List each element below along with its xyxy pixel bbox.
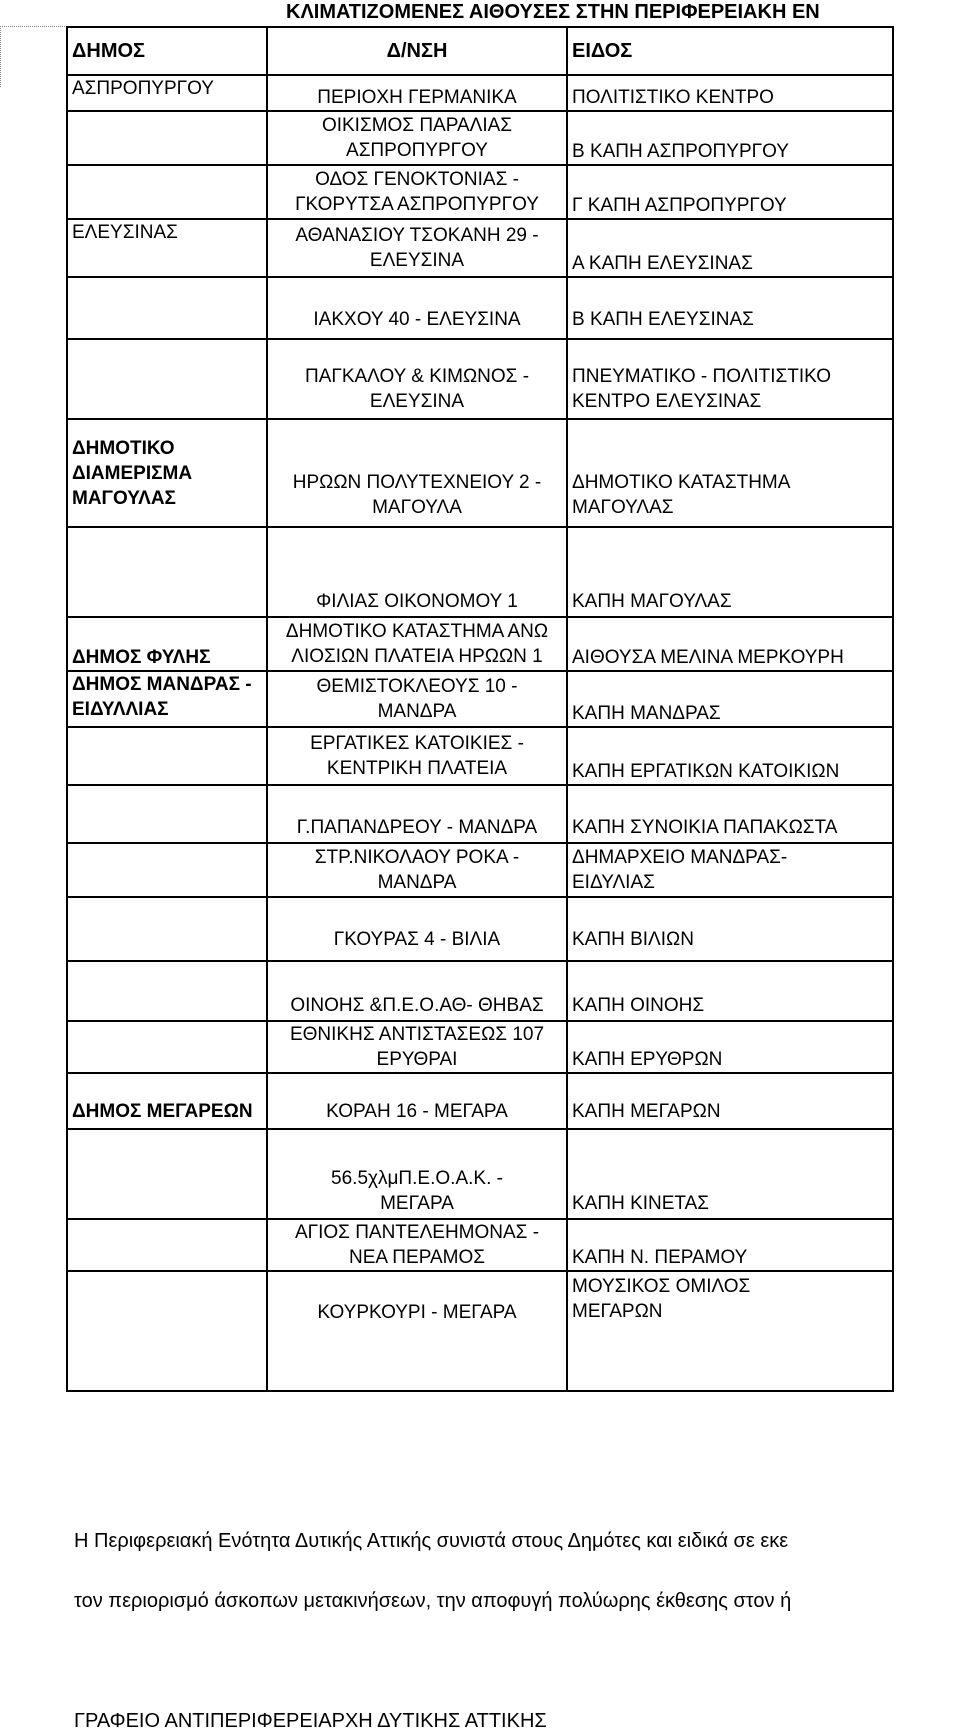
table-row [67,1219,893,1271]
type-line: ΠΝΕΥΜΑΤΙΚΟ - ΠΟΛΙΤΙΣΤΙΚΟ [572,366,832,387]
table-row [67,1129,893,1219]
address-line: ΑΘΑΝΑΣΙΟΥ ΤΣΟΚΑΝΗ 29 - [295,225,539,246]
table-row [67,785,893,843]
type-line: ΔΗΜΟΤΙΚΟ ΚΑΤΑΣΤΗΜΑ [572,472,791,493]
dimos-name-line: ΜΑΓΟΥΛΑΣ [72,487,176,509]
table-row [67,277,893,339]
type-line: ΑΙΘΟΥΣΑ ΜΕΛΙΝΑ ΜΕΡΚΟΥΡΗ [572,647,844,668]
table-row [67,961,893,1021]
address-cell [267,111,567,165]
address-cell [267,527,567,617]
table-row [67,165,893,219]
address-line: ΚΕΝΤΡΙΚΗ ΠΛΑΤΕΙΑ [326,758,508,779]
type-line: ΚΑΠΗ ΚΙΝΕΤΑΣ [572,1193,710,1214]
type-cell [567,277,893,339]
dimos-name-line: ΔΗΜΟΣ ΜΑΝΔΡΑΣ - [72,674,252,695]
address-cell [267,1219,567,1271]
type-line: ΚΑΠΗ Ν. ΠΕΡΑΜΟΥ [572,1247,748,1268]
address-line: ΜΕΓΑΡΑ [380,1193,454,1214]
dimos-cell [67,527,267,617]
type-cell [567,419,893,527]
address-line: ΓΚΟΡΥΤΣΑ ΑΣΠΡΟΠΥΡΓΟΥ [295,194,539,215]
type-cell [567,1129,893,1219]
address-line: 56.5χλμΠ.Ε.Ο.Α.Κ. - [331,1168,503,1189]
dimos-cell [67,75,267,111]
type-cell [567,671,893,727]
type-line: ΜΕΓΑΡΩΝ [572,1301,663,1322]
type-line: Γ ΚΑΠΗ ΑΣΠΡΟΠΥΡΓΟΥ [572,195,787,216]
dimos-name-line: ΕΙΔΥΛΛΙΑΣ [72,699,169,720]
table-row [67,727,893,785]
dimos-cell [67,1271,267,1391]
cell-selection-outline [0,26,67,87]
type-line: ΚΑΠΗ ΜΑΓΟΥΛΑΣ [572,591,732,612]
type-line: ΜΟΥΣΙΚΟΣ ΟΜΙΛΟΣ [572,1276,751,1297]
type-line: ΠΟΛΙΤΙΣΤΙΚΟ ΚΕΝΤΡΟ [572,87,774,108]
dimos-cell [67,843,267,897]
address-line: ΟΙΝΟΗΣ &Π.Ε.Ο.ΑΘ- ΘΗΒΑΣ [290,995,544,1016]
dimos-cell [67,727,267,785]
address-cell [267,277,567,339]
type-cell [567,75,893,111]
type-cell [567,165,893,219]
type-cell [567,1021,893,1073]
advisory-text-line-1: Η Περιφερειακή Ενότητα Δυτικής Αττικής συνιστά στους Δημότες και ειδικά σε εκε [74,1530,789,1552]
address-cell [267,75,567,111]
table-row [67,1073,893,1129]
address-line: ΙΑΚΧΟΥ 40 - ΕΛΕΥΣΙΝΑ [313,309,521,330]
type-line: ΚΑΠΗ ΜΑΝΔΡΑΣ [572,703,721,724]
address-cell [267,961,567,1021]
address-line: ΓΚΟΥΡΑΣ 4 - ΒΙΛΙΑ [333,929,501,950]
dimos-cell [67,277,267,339]
address-line: ΚΟΡΑΗ 16 - ΜΕΓΑΡΑ [326,1101,508,1122]
dimos-name: ΔΗΜΟΣ ΦΥΛΗΣ [72,647,211,668]
dimos-name: ΕΛΕΥΣΙΝΑΣ [72,222,178,243]
table-row [67,1271,893,1391]
table-row [67,75,893,111]
dimos-cell [67,1129,267,1219]
address-cell [267,671,567,727]
table-row [67,339,893,419]
address-line: ΕΘΝΙΚΗΣ ΑΝΤΙΣΤΑΣΕΩΣ 107 [289,1024,545,1045]
type-cell [567,527,893,617]
type-line: Α ΚΑΠΗ ΕΛΕΥΣΙΝΑΣ [572,253,753,274]
address-line: ΑΣΠΡΟΠΥΡΓΟΥ [346,140,488,161]
address-cell [267,785,567,843]
address-line: ΜΑΝΔΡΑ [377,701,457,722]
type-line: ΜΑΓΟΥΛΑΣ [572,497,674,518]
dimos-cell [67,785,267,843]
table-row [67,897,893,961]
header-dnsi: Δ/ΝΣΗ [267,27,567,75]
address-line: Γ.ΠΑΠΑΝΔΡΕΟΥ - ΜΑΝΔΡΑ [296,817,538,838]
dimos-name-line: ΔΙΑΜΕΡΙΣΜΑ [72,462,193,484]
dimos-cell [67,1073,267,1129]
dimos-cell [67,1021,267,1073]
address-cell [267,1129,567,1219]
dimos-cell [67,339,267,419]
address-line: ΠΑΓΚΑΛΟΥ & ΚΙΜΩΝΟΣ - [304,366,530,387]
type-line: ΚΑΠΗ ΟΙΝΟΗΣ [572,995,705,1016]
dimos-cell [67,961,267,1021]
table-row [67,219,893,277]
address-cell [267,897,567,961]
type-cell [567,843,893,897]
dimos-cell [67,419,267,527]
air-conditioned-halls-table [66,26,894,1392]
dimos-cell [67,617,267,671]
address-line: ΦΙΛΙΑΣ ΟΙΚΟΝΟΜΟΥ 1 [316,591,518,612]
address-line: ΕΛΕΥΣΙΝΑ [369,250,465,271]
address-cell [267,219,567,277]
address-cell [267,843,567,897]
type-line: ΚΑΠΗ ΜΕΓΑΡΩΝ [572,1101,721,1122]
type-cell [567,1219,893,1271]
address-cell [267,617,567,671]
type-cell [567,339,893,419]
table-row [67,419,893,527]
type-line: ΔΗΜΑΡΧΕΙΟ ΜΑΝΔΡΑΣ- [572,847,788,868]
address-line: ΕΛΕΥΣΙΝΑ [369,391,465,412]
dimos-cell [67,671,267,727]
type-cell [567,897,893,961]
type-cell [567,785,893,843]
type-cell [567,111,893,165]
dimos-cell [67,165,267,219]
type-cell [567,617,893,671]
dimos-cell [67,1219,267,1271]
address-line: ΛΙΟΣΙΩΝ ΠΛΑΤΕΙΑ ΗΡΩΩΝ 1 [291,646,543,667]
type-line: ΚΑΠΗ ΕΡΓΑΤΙΚΩΝ ΚΑΤΟΙΚΙΩΝ [572,761,840,782]
type-line: ΚΑΠΗ ΕΡΥΘΡΩΝ [572,1049,723,1070]
table-header-row [67,27,893,75]
address-line: ΟΙΚΙΣΜΟΣ ΠΑΡΑΛΙΑΣ [321,115,513,136]
type-line: ΚΕΝΤΡΟ ΕΛΕΥΣΙΝΑΣ [572,391,762,412]
address-line: ΣΤΡ.ΝΙΚΟΛΑΟΥ ΡΟΚΑ - [314,847,520,868]
advisory-text-line-2: τον περιορισμό άσκοπων μετακινήσεων, την αποφυγή πολύωρης έκθεσης στον ή [74,1590,792,1612]
address-line: ΟΔΟΣ ΓΕΝΟΚΤΟΝΙΑΣ - [315,169,519,190]
table-row [67,527,893,617]
type-line: ΚΑΠΗ ΣΥΝΟΙΚΙΑ ΠΑΠΑΚΩΣΤΑ [572,817,838,838]
type-line: ΚΑΠΗ ΒΙΛΙΩΝ [572,929,694,950]
type-cell [567,219,893,277]
type-cell [567,727,893,785]
dimos-cell [67,897,267,961]
issuing-office: ΓΡΑΦΕΙΟ ΑΝΤΙΠΕΡΙΦΕΡΕΙΑΡΧΗ ΔΥΤΙΚΗΣ ΑΤΤΙΚΗΣ [74,1710,547,1732]
document-title: ΚΛΙΜΑΤΙΖΟΜΕΝΕΣ ΑΙΘΟΥΣΕΣ ΣΤΗΝ ΠΕΡΙΦΕΡΕΙΑΚΗ ΕΝ [286,1,820,23]
type-cell [567,1271,893,1391]
address-line: ΕΡΥΘΡΑΙ [376,1049,458,1070]
dimos-name: ΑΣΠΡΟΠΥΡΓΟΥ [72,78,214,99]
table-row [67,671,893,727]
address-line: ΜΑΝΔΡΑ [377,872,457,893]
address-line: ΜΑΓΟΥΛΑ [372,497,462,518]
type-cell [567,1073,893,1129]
address-line: ΚΟΥΡΚΟΥΡΙ - ΜΕΓΑΡΑ [317,1302,517,1323]
address-line: ΠΕΡΙΟΧΗ ΓΕΡΜΑΝΙΚΑ [317,87,517,108]
table-row [67,843,893,897]
address-line: ΑΓΙΟΣ ΠΑΝΤΕΛΕΗΜΟΝΑΣ - [294,1222,540,1243]
address-cell [267,727,567,785]
address-line: ΔΗΜΟΤΙΚΟ ΚΑΤΑΣΤΗΜΑ ΑΝΩ [285,621,549,642]
header-dimos: ΔΗΜΟΣ [67,27,267,75]
type-line: Β ΚΑΠΗ ΑΣΠΡΟΠΥΡΓΟΥ [572,141,789,162]
dimos-name-line: ΔΗΜΟΤΙΚΟ [72,437,175,459]
address-cell [267,1073,567,1129]
address-cell [267,1021,567,1073]
address-cell [267,165,567,219]
address-line: ΕΡΓΑΤΙΚΕΣ ΚΑΤΟΙΚΙΕΣ - [310,733,524,754]
address-cell [267,419,567,527]
dimos-cell [67,219,267,277]
address-line: ΝΕΑ ΠΕΡΑΜΟΣ [349,1247,485,1268]
dimos-cell [67,111,267,165]
dimos-name: ΔΗΜΟΣ ΜΕΓΑΡΕΩΝ [72,1101,253,1122]
table-row [67,1021,893,1073]
type-cell [567,961,893,1021]
type-line: Β ΚΑΠΗ ΕΛΕΥΣΙΝΑΣ [572,309,754,330]
header-eidos: ΕΙΔΟΣ [567,27,893,75]
address-cell [267,1271,567,1391]
address-line: ΗΡΩΩΝ ΠΟΛΥΤΕΧΝΕΙΟΥ 2 - [292,472,542,493]
type-line: ΕΙΔΥΛΙΑΣ [572,872,655,893]
address-cell [267,339,567,419]
address-line: ΘΕΜΙΣΤΟΚΛΕΟΥΣ 10 - [316,676,518,697]
table-row [67,111,893,165]
table-row [67,617,893,671]
